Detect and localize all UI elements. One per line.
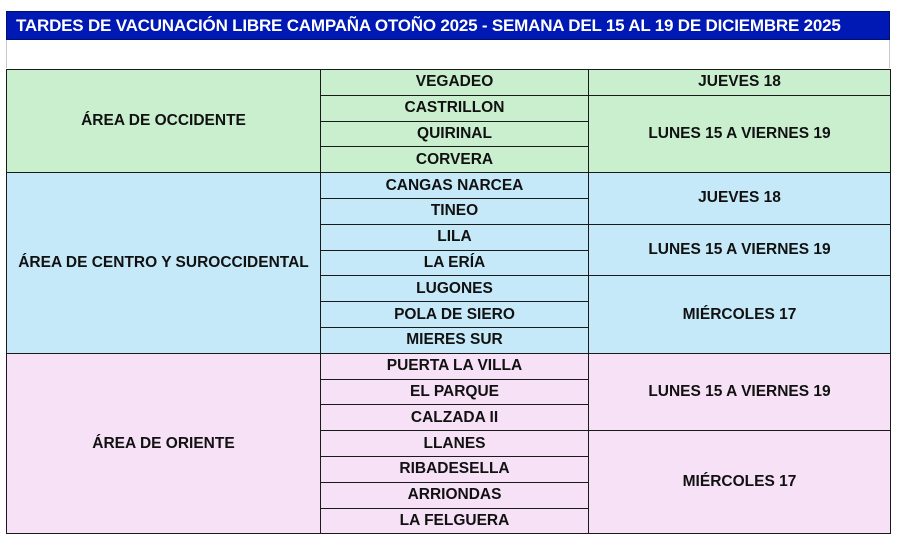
center-cell: LILA: [321, 224, 589, 250]
center-cell: CANGAS NARCEA: [321, 173, 589, 199]
center-cell: EL PARQUE: [321, 379, 589, 405]
date-cell: MIÉRCOLES 17: [589, 276, 891, 353]
center-cell: VEGADEO: [321, 70, 589, 96]
date-cell: LUNES 15 A VIERNES 19: [589, 353, 891, 430]
center-cell: LA FELGUERA: [321, 508, 589, 534]
center-cell: LUGONES: [321, 276, 589, 302]
center-cell: CORVERA: [321, 147, 589, 173]
center-cell: QUIRINAL: [321, 121, 589, 147]
page-title: TARDES DE VACUNACIÓN LIBRE CAMPAÑA OTOÑO 2025 - SEMANA DEL 15 AL 19 DE DICIEMBRE 2025: [6, 11, 890, 40]
area-cell: ÁREA DE OCCIDENTE: [7, 70, 321, 173]
schedule-body: [7, 70, 891, 534]
center-cell: ARRIONDAS: [321, 482, 589, 508]
center-cell: CASTRILLON: [321, 95, 589, 121]
area-cell: ÁREA DE ORIENTE: [7, 353, 321, 534]
center-cell: PUERTA LA VILLA: [321, 353, 589, 379]
title-spacer: [6, 40, 890, 68]
center-cell: CALZADA II: [321, 405, 589, 431]
date-cell: JUEVES 18: [589, 173, 891, 225]
center-cell: TINEO: [321, 198, 589, 224]
center-cell: POLA DE SIERO: [321, 302, 589, 328]
table-row: [7, 173, 891, 199]
date-cell: LUNES 15 A VIERNES 19: [589, 95, 891, 172]
vaccination-schedule-table: [6, 69, 891, 534]
date-cell: LUNES 15 A VIERNES 19: [589, 224, 891, 276]
date-cell: MIÉRCOLES 17: [589, 431, 891, 534]
date-cell: JUEVES 18: [589, 70, 891, 96]
center-cell: LLANES: [321, 431, 589, 457]
center-cell: LA ERÍA: [321, 250, 589, 276]
area-cell: ÁREA DE CENTRO Y SUROCCIDENTAL: [7, 173, 321, 354]
center-cell: MIERES SUR: [321, 327, 589, 353]
table-row: [7, 70, 891, 96]
center-cell: RIBADESELLA: [321, 456, 589, 482]
table-row: [7, 353, 891, 379]
